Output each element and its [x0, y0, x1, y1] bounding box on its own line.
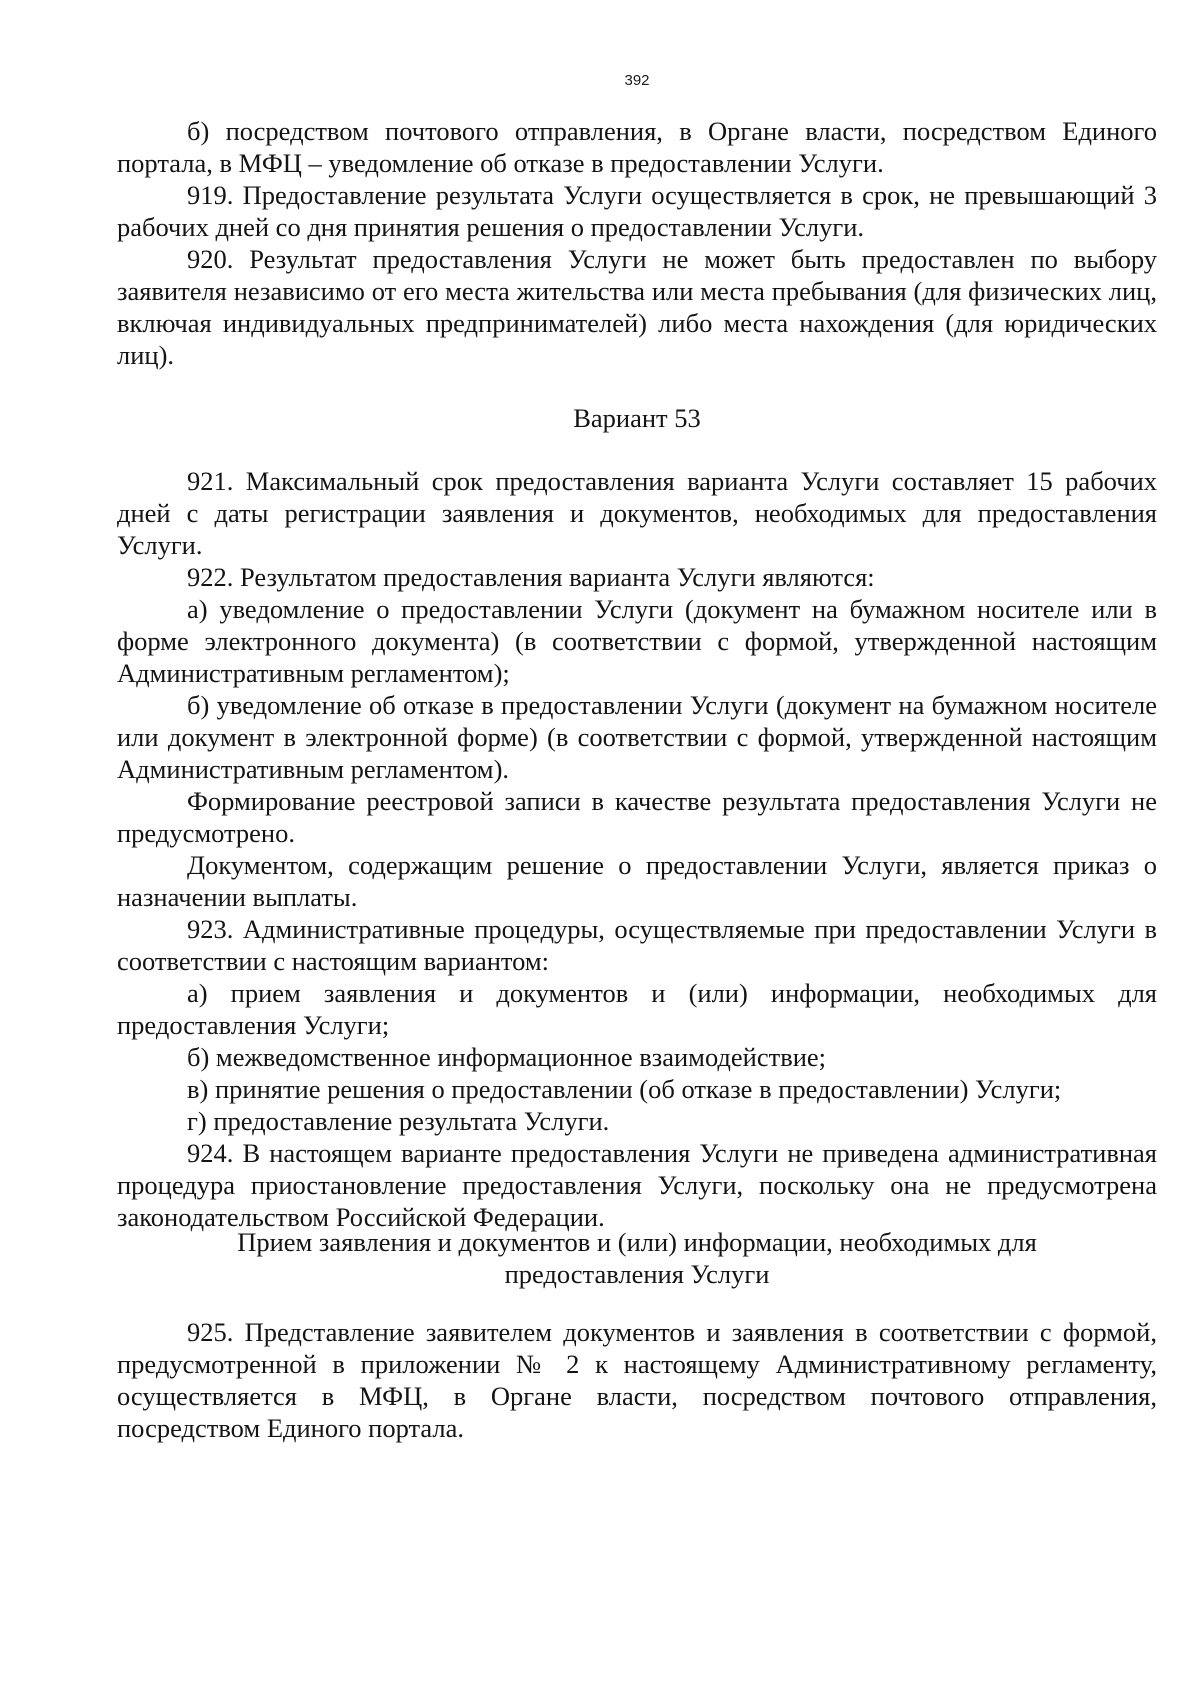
paragraph-922-a: а) уведомление о предоставлении Услуги (документ на бумажном носителе или в форме электронного документа) (в соответствии с формой, утвержденной настоящим Административным регламентом); — [117, 594, 1157, 688]
paragraph-923: 923. Административные процедуры, осуществляемые при предоставлении Услуги в соответствии с настоящим вариантом: — [117, 914, 1157, 976]
text-block-results — [117, 115, 1157, 371]
paragraph-920: 920. Результат предоставления Услуги не может быть предоставлен по выбору заявителя независимо от его места жительства или места пребывания (для физических лиц, включая индивидуальных предпринимателей) либо места нахождения (для юридических лиц). — [117, 244, 1157, 370]
paragraph-923-v: в) принятие решения о предоставлении (об отказе в предоставлении) Услуги; — [187, 1074, 1062, 1104]
paragraph-923-g: г) предоставление результата Услуги. — [187, 1106, 610, 1136]
paragraph-b-postal: б) посредством почтового отправления, в Органе власти, посредством Единого портала, в МФЦ – уведомление об отказе в предоставлении Услуги. — [117, 116, 1157, 178]
document-page — [117, 0, 1157, 1697]
paragraph-919: 919. Предоставление результата Услуги осуществляется в срок, не превышающий 3 рабочих дней со дня принятия решения о предоставлении Услуги. — [117, 180, 1157, 242]
paragraph-decision-document: Документом, содержащим решение о предоставлении Услуги, является приказ о назначении выплаты. — [117, 850, 1157, 912]
paragraph-923-b: б) межведомственное информационное взаимодействие; — [187, 1042, 827, 1072]
text-block-variant-53 — [117, 465, 1157, 1233]
heading-variant: Вариант 53 — [573, 403, 701, 433]
text-block-reception — [117, 1316, 1157, 1444]
heading-section-reception — [117, 1226, 1157, 1290]
paragraph-registry-record: Формирование реестровой записи в качестве результата предоставления Услуги не предусмотрено. — [117, 786, 1157, 848]
page-number: 392 — [624, 72, 650, 89]
paragraph-923-a: а) прием заявления и документов и (или) информации, необходимых для предоставления Услуги; — [117, 978, 1157, 1040]
heading-section-line-1: Прием заявления и документов и (или) информации, необходимых для — [237, 1227, 1037, 1257]
paragraph-924: 924. В настоящем варианте предоставления Услуги не приведена административная процедура приостановление предоставления Услуги, поскольку она не предусмотрена законодательством Российской Федерации. — [117, 1138, 1157, 1232]
heading-section-line-2: предоставления Услуги — [504, 1259, 770, 1289]
paragraph-925: 925. Представление заявителем документов и заявления в соответствии с формой, предусмотренной в приложении № 2 к настоящему Административному регламенту, осуществляется в МФЦ, в Органе власти, посредством почтового отправления, посредством Единого портала. — [117, 1317, 1157, 1443]
paragraph-922-b: б) уведомление об отказе в предоставлении Услуги (документ на бумажном носителе или документ в электронной форме) (в соответствии с формой, утвержденной настоящим Административным регламентом). — [117, 690, 1157, 784]
paragraph-922: 922. Результатом предоставления варианта Услуги являются: — [187, 562, 875, 592]
paragraph-921: 921. Максимальный срок предоставления варианта Услуги составляет 15 рабочих дней с даты регистрации заявления и документов, необходимых для предоставления Услуги. — [117, 466, 1157, 560]
